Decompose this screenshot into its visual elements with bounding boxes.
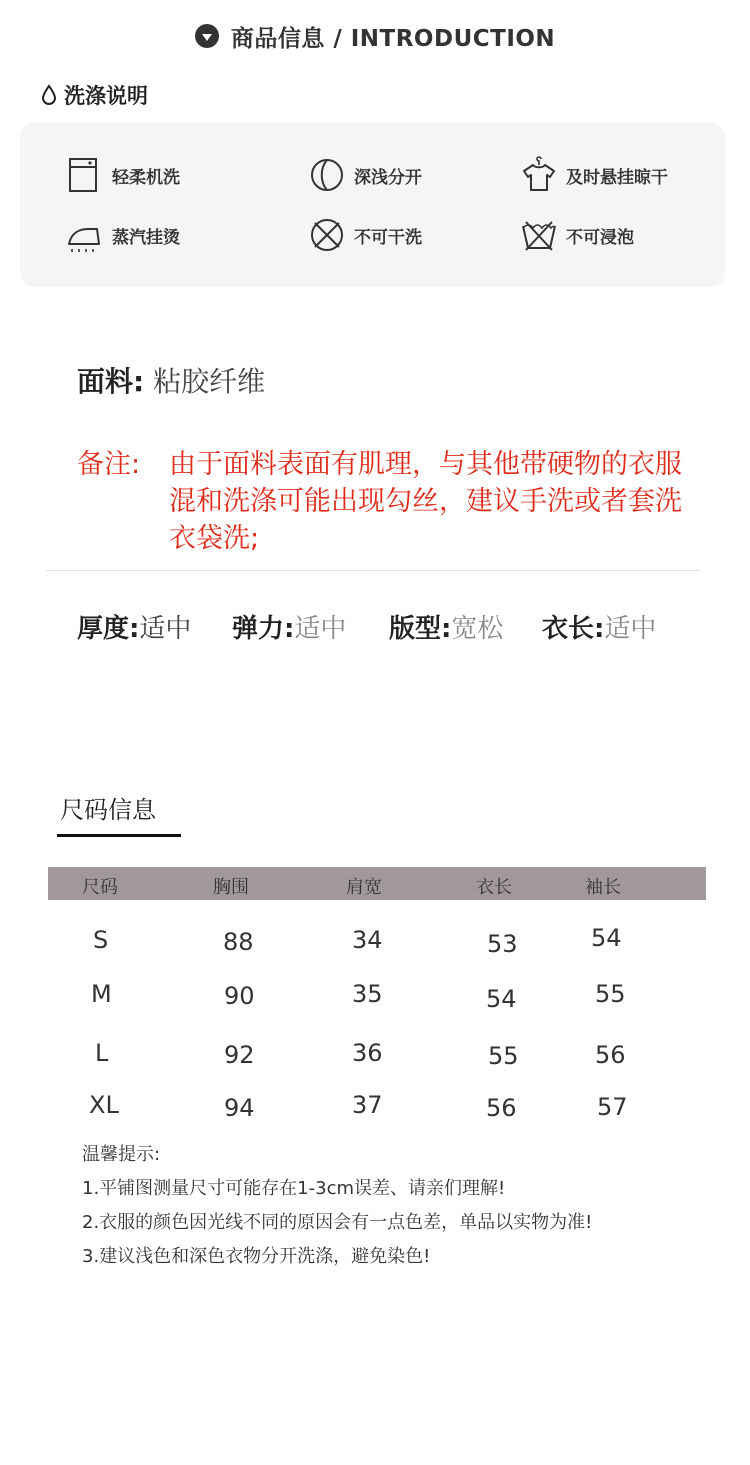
tip-item: 1.平铺图测量尺寸可能存在1-3cm误差、请亲们理解! [82, 1178, 506, 1199]
attribute-label: 弹力: [232, 613, 295, 644]
table-cell: 94 [224, 1094, 255, 1122]
hang-dry-icon [520, 156, 558, 194]
table-row [48, 1012, 706, 1068]
attribute-label: 版型: [389, 613, 452, 644]
fabric-value: 粘胶纤维 [153, 365, 266, 398]
tip-item: 3.建议浅色和深色衣物分开洗涤，避免染色! [82, 1246, 431, 1267]
table-cell: XL [89, 1091, 119, 1119]
attribute-thickness [77, 608, 232, 645]
wash-item-separate [308, 155, 422, 195]
attribute-value: 适中 [604, 613, 657, 644]
wash-item-label: 深浅分开 [354, 167, 422, 188]
table-cell: 57 [597, 1093, 628, 1121]
warm-tips [82, 1138, 592, 1274]
no-dry-clean-icon [308, 216, 346, 254]
wash-item-steam [66, 215, 180, 255]
wash-item-no-dry-clean [308, 215, 422, 255]
wash-item-label: 及时悬挂晾干 [566, 167, 668, 188]
table-cell: S [93, 926, 109, 954]
table-row [48, 900, 706, 956]
attribute-length [542, 608, 656, 645]
table-cell: 92 [224, 1041, 255, 1069]
table-header [48, 867, 706, 900]
water-drop-icon [40, 84, 58, 106]
wash-item-label: 蒸汽挂烫 [112, 227, 180, 248]
section-header [0, 18, 750, 54]
column-header: 袖长 [585, 877, 621, 898]
steam-iron-icon [66, 216, 104, 254]
size-info-title: 尺码信息 [60, 796, 156, 824]
attribute-list [77, 606, 656, 646]
size-table [48, 867, 706, 1124]
fabric-label: 面料: [77, 365, 145, 398]
column-header: 衣长 [476, 877, 512, 898]
divider [46, 570, 700, 571]
color-separate-icon [308, 156, 346, 194]
table-cell: 34 [352, 926, 383, 954]
table-cell: 36 [352, 1039, 383, 1067]
wash-title: 洗涤说明 [64, 84, 148, 108]
table-cell: L [95, 1039, 109, 1067]
attribute-value: 宽松 [451, 613, 504, 644]
no-soak-icon [520, 216, 558, 254]
table-row [48, 1068, 706, 1124]
fabric-info [77, 360, 265, 400]
attribute-fit [389, 608, 542, 645]
column-header: 胸围 [213, 877, 249, 898]
wash-instructions-heading [40, 80, 148, 110]
note-label: 备注: [77, 449, 141, 480]
table-cell: 54 [486, 985, 517, 1013]
wash-care-panel [20, 123, 725, 287]
table-cell: M [91, 980, 112, 1008]
wash-item-machine [66, 155, 180, 195]
wash-item-label: 不可干洗 [354, 227, 422, 248]
table-cell: 88 [223, 928, 254, 956]
table-cell: 54 [591, 924, 622, 952]
section-title: 商品信息 / INTRODUCTION [230, 25, 556, 52]
care-note [77, 446, 717, 557]
column-header: 尺码 [82, 877, 118, 898]
table-cell: 56 [486, 1094, 517, 1122]
table-cell: 37 [352, 1091, 383, 1119]
table-cell: 90 [224, 982, 255, 1010]
note-text: 由于面料表面有肌理，与其他带硬物的衣服混和洗涤可能出现勾丝，建议手洗或者套洗衣袋洗; [169, 449, 682, 554]
table-cell: 53 [487, 930, 518, 958]
table-cell: 55 [595, 980, 626, 1008]
table-cell: 35 [352, 980, 383, 1008]
wash-item-label: 轻柔机洗 [112, 167, 180, 188]
wash-item-hang-dry [520, 155, 668, 195]
wash-item-no-soak [520, 215, 634, 255]
table-cell: 56 [595, 1041, 626, 1069]
title-underline [57, 834, 181, 837]
tip-item: 2.衣服的颜色因光线不同的原因会有一点色差，单品以实物为准! [82, 1212, 593, 1233]
table-cell: 55 [488, 1042, 519, 1070]
attribute-value: 适中 [139, 613, 192, 644]
washing-machine-icon [66, 156, 104, 194]
triangle-down-icon [195, 24, 219, 48]
tips-title: 温馨提示: [82, 1144, 161, 1165]
attribute-label: 厚度: [77, 613, 140, 644]
table-row [48, 956, 706, 1012]
attribute-value: 适中 [294, 613, 347, 644]
attribute-label: 衣长: [542, 613, 605, 644]
wash-item-label: 不可浸泡 [566, 227, 634, 248]
column-header: 肩宽 [346, 877, 382, 898]
attribute-elasticity [232, 608, 389, 645]
